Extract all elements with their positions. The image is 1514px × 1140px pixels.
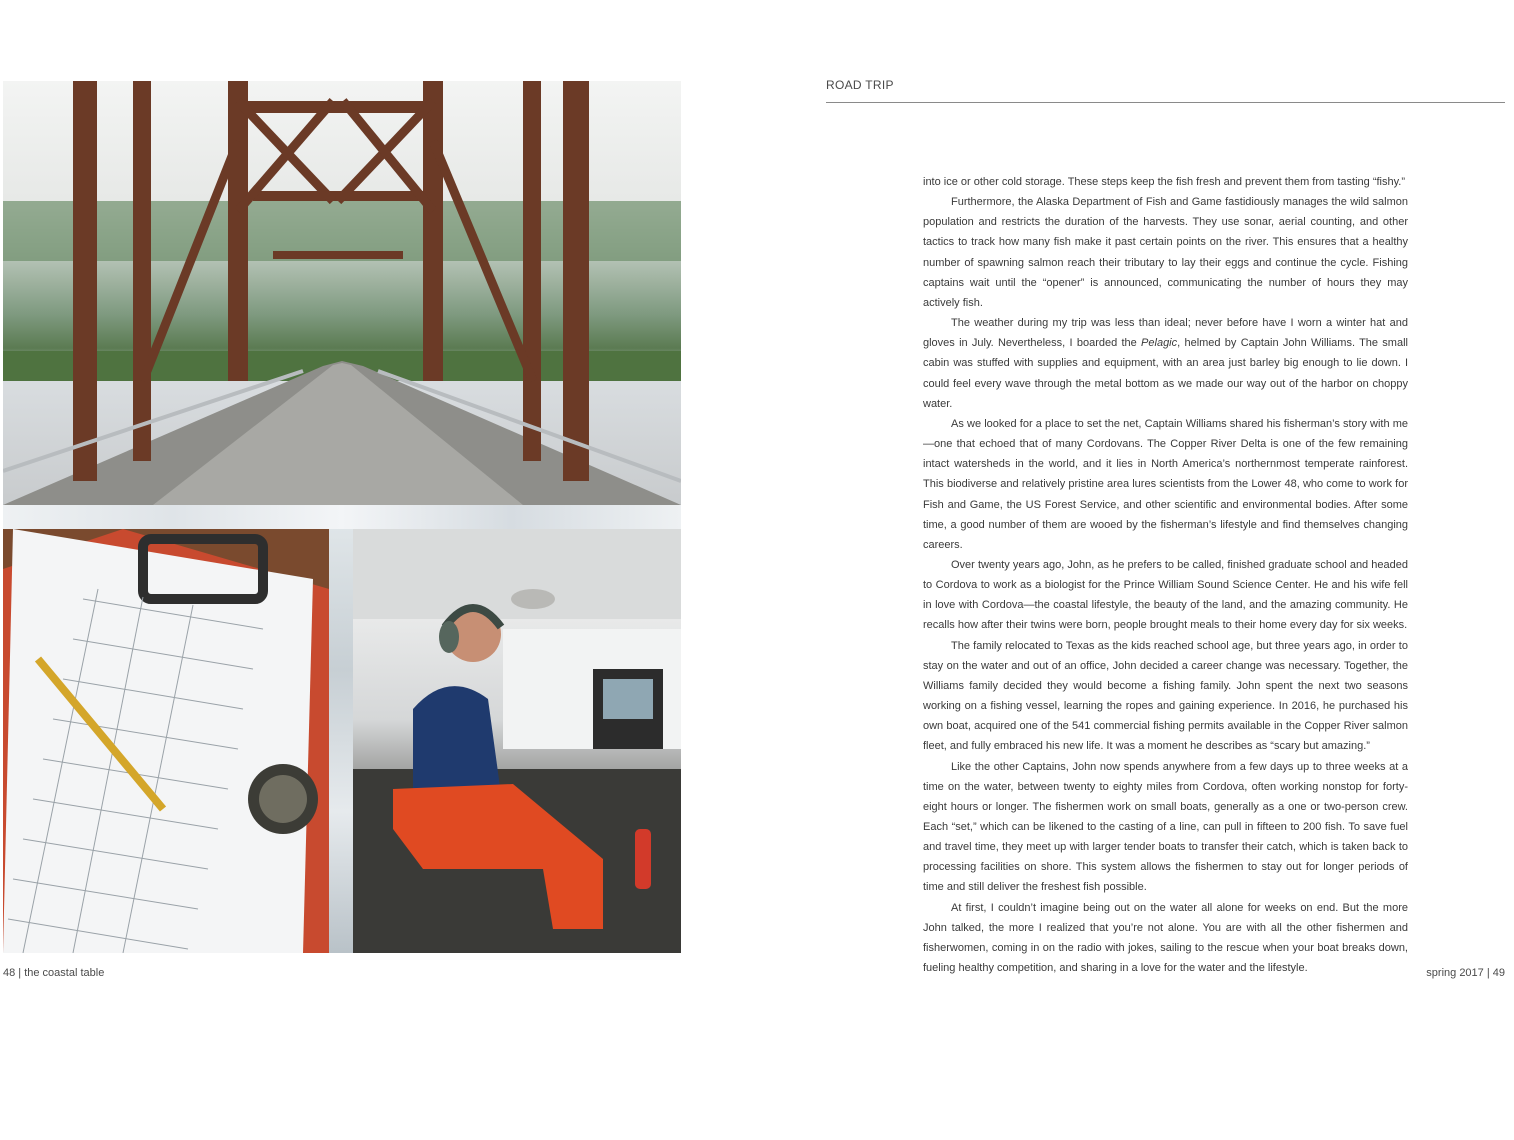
- captain-illustration: [353, 529, 681, 953]
- article-paragraph: As we looked for a place to set the net, Captain Williams shared his fisherman’s story with me—one that echoed that of many Cordovans. The Copper River Delta is one of the few remaining intact watersheds in the world, and it lies in North America’s northernmost temperate rainforest. This biodiverse and relatively pristine area lures scientists from the Lower 48, who come to work for Fish and Game, the US Forest Service, and other scientific and environmental bodies. After some time, a good number of them are wooed by the fisherman’s lifestyle and find themselves changing careers.: [923, 417, 1408, 551]
- article-paragraph: The family relocated to Texas as the kids reached school age, but three years ago, in order to stay on the water and out of an office, John decided a career change was necessary. Together, the Williams family decided they would become a fishing family. John spent the next two seasons working on a fishing vessel, learning the ropes and gaining experience. In 2016, he purchased his own boat, acquired one of the 541 commercial fishing permits available in the Copper River salmon fleet, and fully embraced his new life. It was a moment he describes as “scary but amazing.”: [923, 639, 1408, 753]
- vessel-name: Pelagic: [1141, 337, 1178, 350]
- marble-divider: [329, 529, 353, 953]
- bridge-illustration: [3, 81, 681, 505]
- marble-background: [3, 505, 681, 529]
- article-paragraph: Like the other Captains, John now spends anywhere from a few days up to three weeks at a time on the water, between twenty to eighty miles from Cordova, often working nonstop for forty-eight hours or longer. The fishermen work on small boats, generally as a one or two-person crew. Each “set,” which can be likened to the casting of a line, can pull in fifteen to 200 fish. To save fuel and travel time, they meet up with larger tender boats to transfer their catch, which is taken back to processing facilities on shore. This system allows the fishermen to stay out for longer periods of time and still deliver the freshest fish possible.: [923, 760, 1408, 894]
- folio-left: 48 | the coastal table: [3, 967, 105, 979]
- article-paragraph: into ice or other cold storage. These steps keep the fish fresh and prevent them from tasting “fishy.”: [923, 176, 1406, 188]
- article-paragraph: [923, 313, 1408, 414]
- bridge-photo: [3, 81, 681, 505]
- article-paragraph: Furthermore, the Alaska Department of Fish and Game fastidiously manages the wild salmon population and restricts the duration of the harvests. They use sonar, aerial counting, and other tactics to track how many fish make it past certain points on the river. This ensures that a healthy number of spawning salmon reach their tributary to lay their eggs and continue the cycle. Fishing captains wait until the “opener” is announced, communicating the number of hours they may actively fish.: [923, 196, 1408, 309]
- paragraph-text: The weather during my trip was less than ideal; never before have I worn a winter hat and gloves in July. Nevertheless, I boarded the: [923, 317, 1408, 350]
- section-label: ROAD TRIP: [826, 78, 894, 92]
- clipboard-illustration: [3, 529, 329, 953]
- article-paragraph: At first, I couldn’t imagine being out on the water all alone for weeks on end. But the more John talked, the more I realized that you’re not alone. You are with all the other fishermen and fisherwomen, coming in on the radio with jokes, sailing to the rescue when your boat breaks down, fueling healthy competition, and sharing in a love for the water and the lifestyle.: [923, 901, 1408, 975]
- article-body: [923, 172, 1408, 978]
- folio-right: spring 2017 | 49: [1426, 967, 1505, 979]
- captain-photo: [353, 529, 681, 953]
- article-paragraph: Over twenty years ago, John, as he prefers to be called, finished graduate school and headed to Cordova to work as a biologist for the Prince William Sound Science Center. He and his wife fell in love with Cordova—the coastal lifestyle, the beauty of the land, and the amazing community. He recalls how after their twins were born, people brought meals to their home every day for six weeks.: [923, 558, 1408, 632]
- clipboard-photo: [3, 529, 329, 953]
- header-rule: [826, 102, 1505, 103]
- paragraph-text: , helmed by Captain John Williams. The small cabin was stuffed with supplies and equipment, with an area just barley big enough to lie down. I could feel every wave through the metal bottom as we made our way out of the harbor on choppy water.: [923, 337, 1408, 410]
